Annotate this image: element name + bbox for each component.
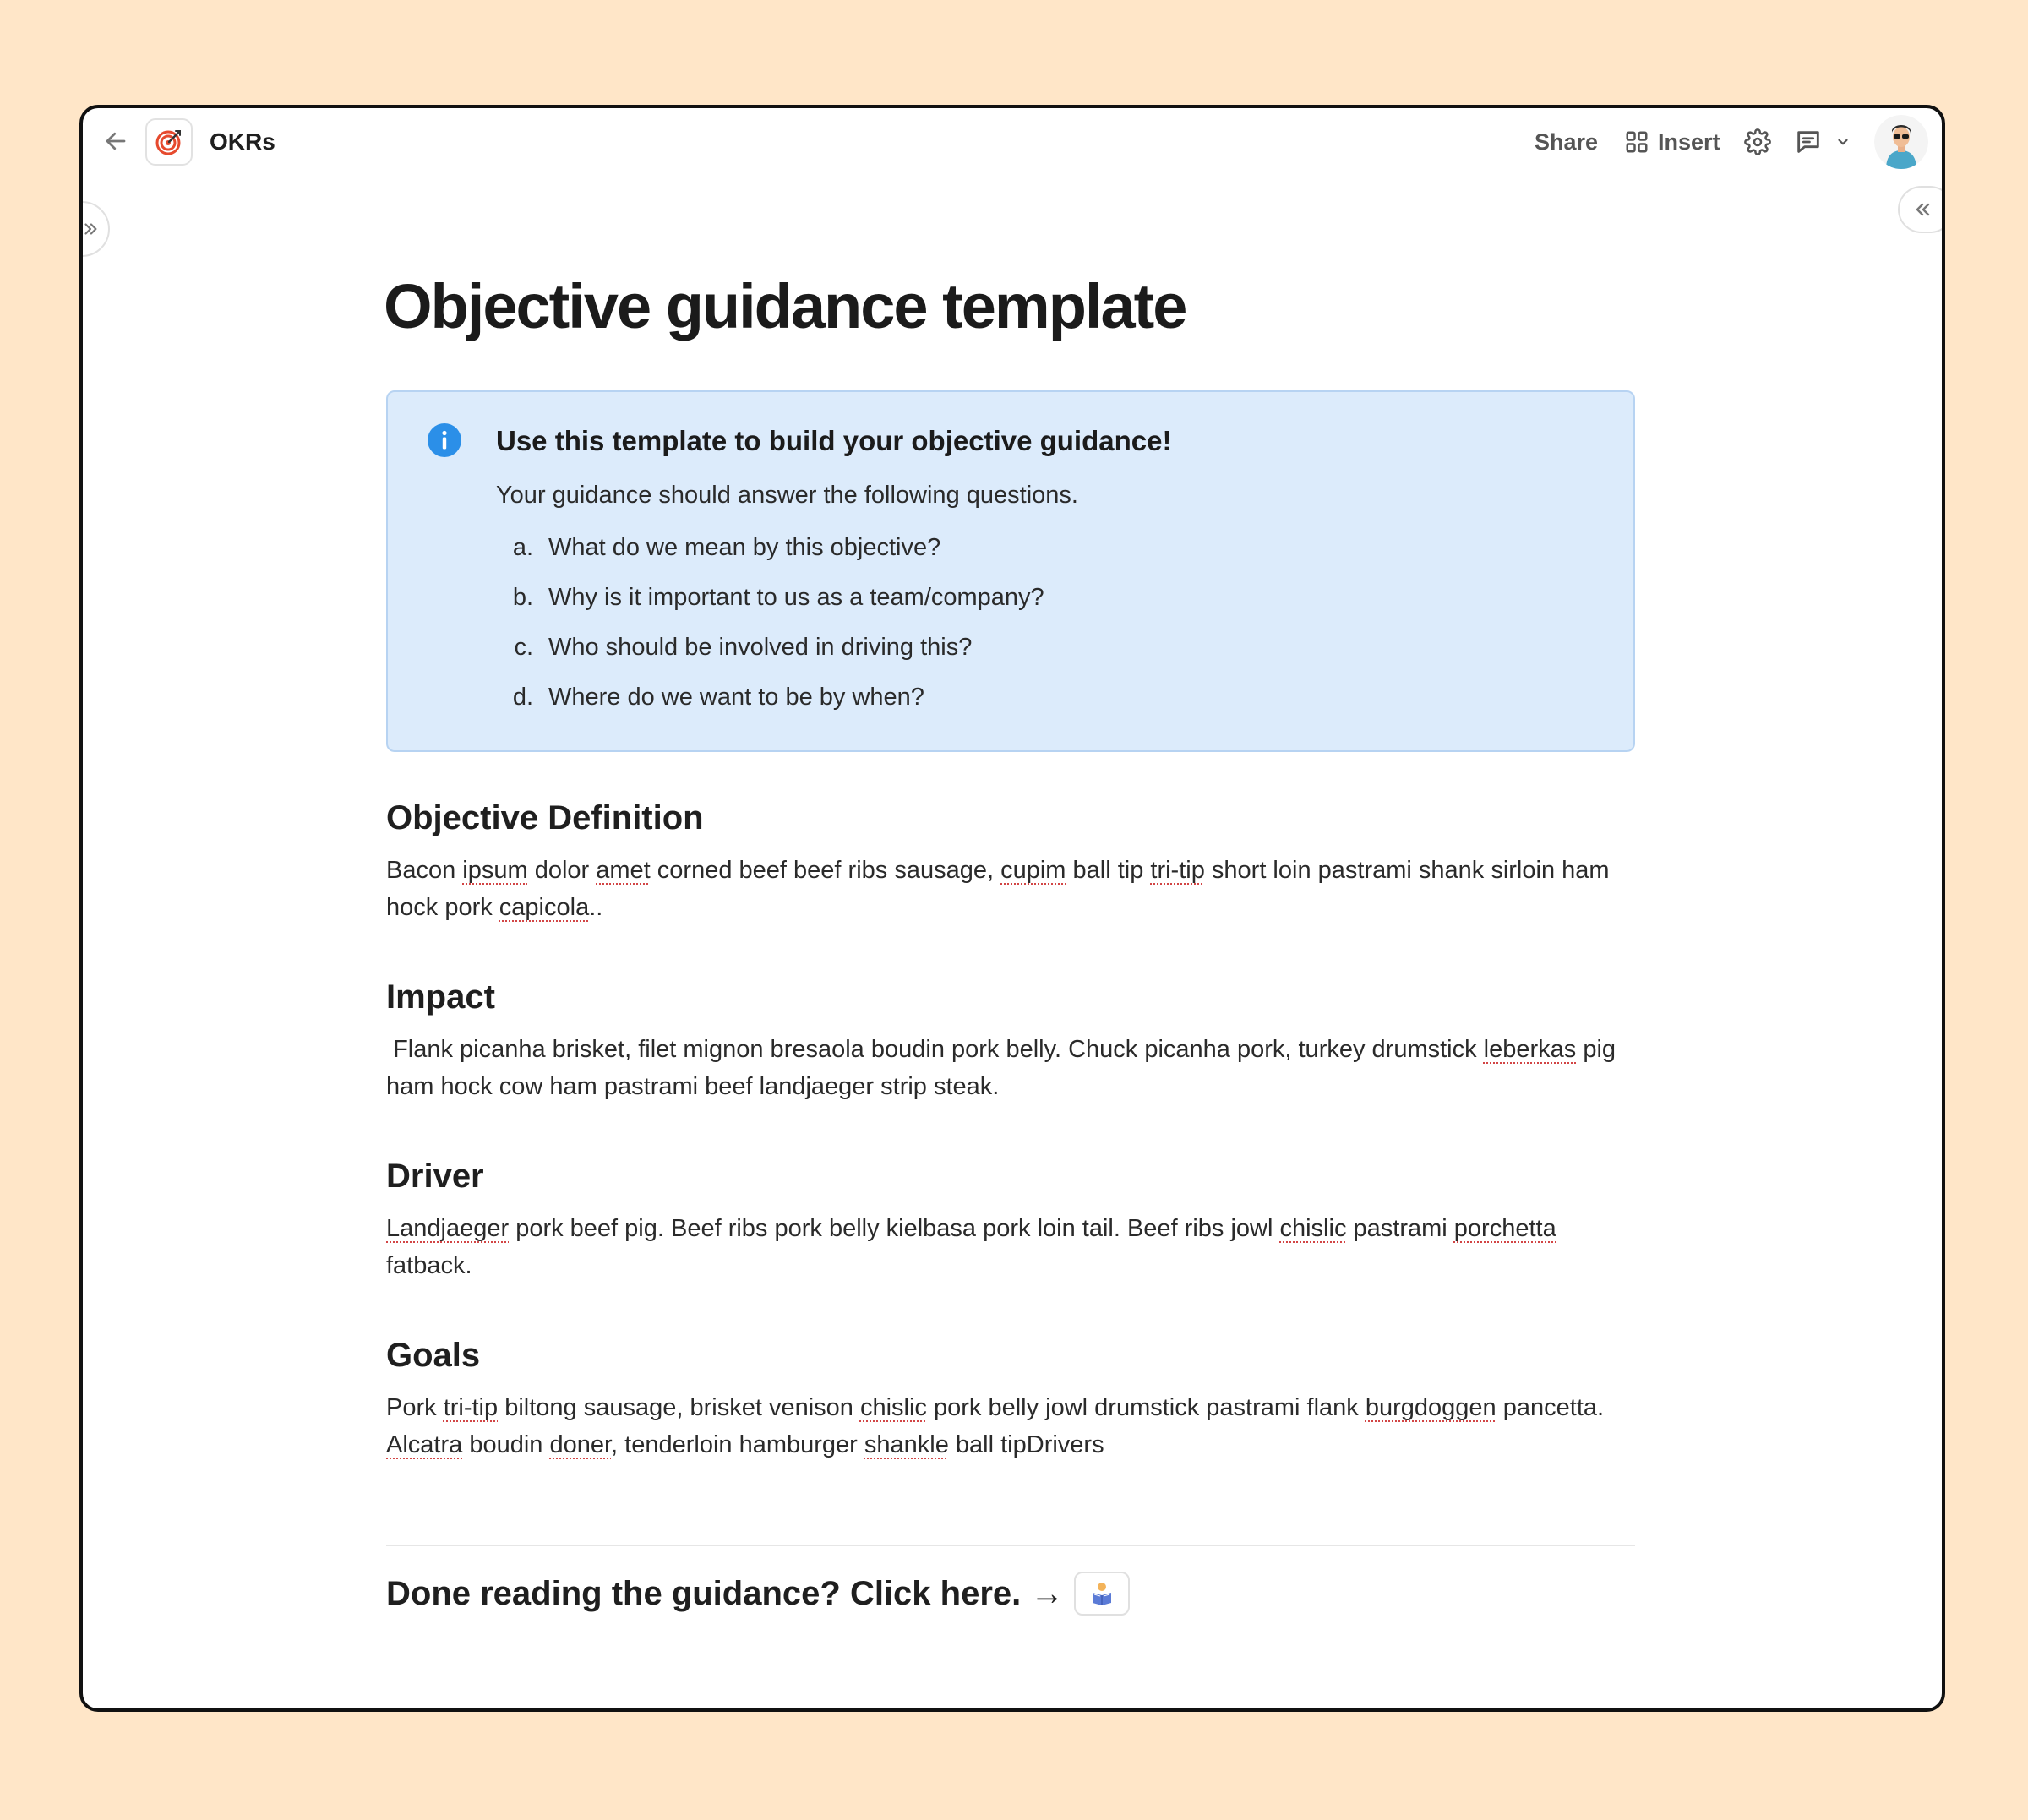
list-item-text: Who should be involved in driving this? [548, 634, 973, 661]
app-window [79, 105, 1945, 1712]
expand-sidebar-button[interactable] [79, 201, 110, 257]
section-driver [386, 1152, 1635, 1284]
reading-person-icon [1088, 1579, 1116, 1608]
top-bar [83, 108, 1942, 176]
back-button[interactable] [95, 120, 137, 162]
chevrons-left-icon [1913, 199, 1933, 220]
section-objective-definition [386, 794, 1635, 926]
chevrons-right-icon [81, 220, 100, 238]
section-heading[interactable]: Driver [386, 1158, 484, 1195]
list-item [496, 531, 1044, 580]
section-goals [386, 1332, 1635, 1463]
done-reading-row [386, 1570, 1635, 1617]
section-body[interactable]: Flank picanha brisket, filet mignon bresaola boudin pork belly. Chuck picanha pork, turkey drumstick leberkas pig ham hock cow ham pastrami beef landjaeger strip steak. [386, 1036, 1623, 1100]
done-reading-text[interactable]: Done reading the guidance? Click here. → [386, 1575, 1065, 1612]
list-item [496, 680, 1044, 730]
list-item [496, 580, 1044, 630]
gear-icon [1744, 128, 1771, 155]
list-item-text: What do we mean by this objective? [548, 534, 941, 561]
comments-button[interactable] [1790, 123, 1827, 161]
user-avatar[interactable] [1874, 115, 1928, 169]
info-icon [427, 422, 462, 458]
page-title[interactable]: Objective guidance template [384, 271, 1186, 341]
callout-list [496, 531, 1044, 730]
collapse-panel-button[interactable] [1898, 186, 1945, 233]
section-impact [386, 973, 1635, 1105]
section-heading[interactable]: Goals [386, 1337, 481, 1374]
grid-icon [1624, 129, 1649, 155]
settings-button[interactable] [1739, 123, 1776, 161]
insert-label: Insert [1658, 128, 1720, 155]
list-item [496, 630, 1044, 680]
callout-title: Use this template to build your objective guidance! [496, 425, 1172, 456]
avatar-image [1874, 115, 1928, 169]
list-marker: d. [512, 684, 533, 711]
section-heading[interactable]: Impact [386, 978, 495, 1016]
callout-intro: Your guidance should answer the following questions. [496, 482, 1078, 509]
comment-icon [1794, 128, 1823, 156]
list-item-text: Where do we want to be by when? [548, 684, 924, 711]
comments-menu-button[interactable] [1830, 127, 1856, 157]
reading-person-emoji-button[interactable] [1074, 1572, 1130, 1616]
list-marker: c. [514, 634, 533, 661]
section-body[interactable]: Bacon ipsum dolor amet corned beef beef ribs sausage, cupim ball tip tri-tip short loin pastrami shank sirloin ham hock pork capicola.. [386, 857, 1610, 921]
arrow-left-icon [103, 128, 128, 154]
section-body[interactable]: Pork tri-tip biltong sausage, brisket venison chislic pork belly jowl drumstick pastrami flank burgdoggen pancetta. Alcatra boudin doner, tenderloin hamburger shankle ball tipDrivers [386, 1394, 1605, 1458]
chevron-down-icon [1835, 134, 1851, 150]
insert-button[interactable] [1624, 123, 1720, 161]
share-button[interactable]: Share [1535, 129, 1599, 155]
doc-content [386, 260, 1635, 1617]
list-marker: b. [512, 584, 533, 611]
list-marker: a. [512, 534, 533, 561]
list-item-text: Why is it important to us as a team/company? [548, 584, 1044, 611]
info-callout[interactable] [386, 390, 1635, 752]
target-icon [155, 128, 183, 156]
doc-icon[interactable] [145, 118, 193, 166]
section-heading[interactable]: Objective Definition [386, 799, 704, 836]
section-body[interactable]: Landjaeger pork beef pig. Beef ribs pork belly kielbasa pork loin tail. Beef ribs jowl chislic pastrami porchetta fatback. [386, 1215, 1556, 1279]
divider [386, 1545, 1635, 1546]
doc-name[interactable]: OKRs [210, 128, 275, 155]
